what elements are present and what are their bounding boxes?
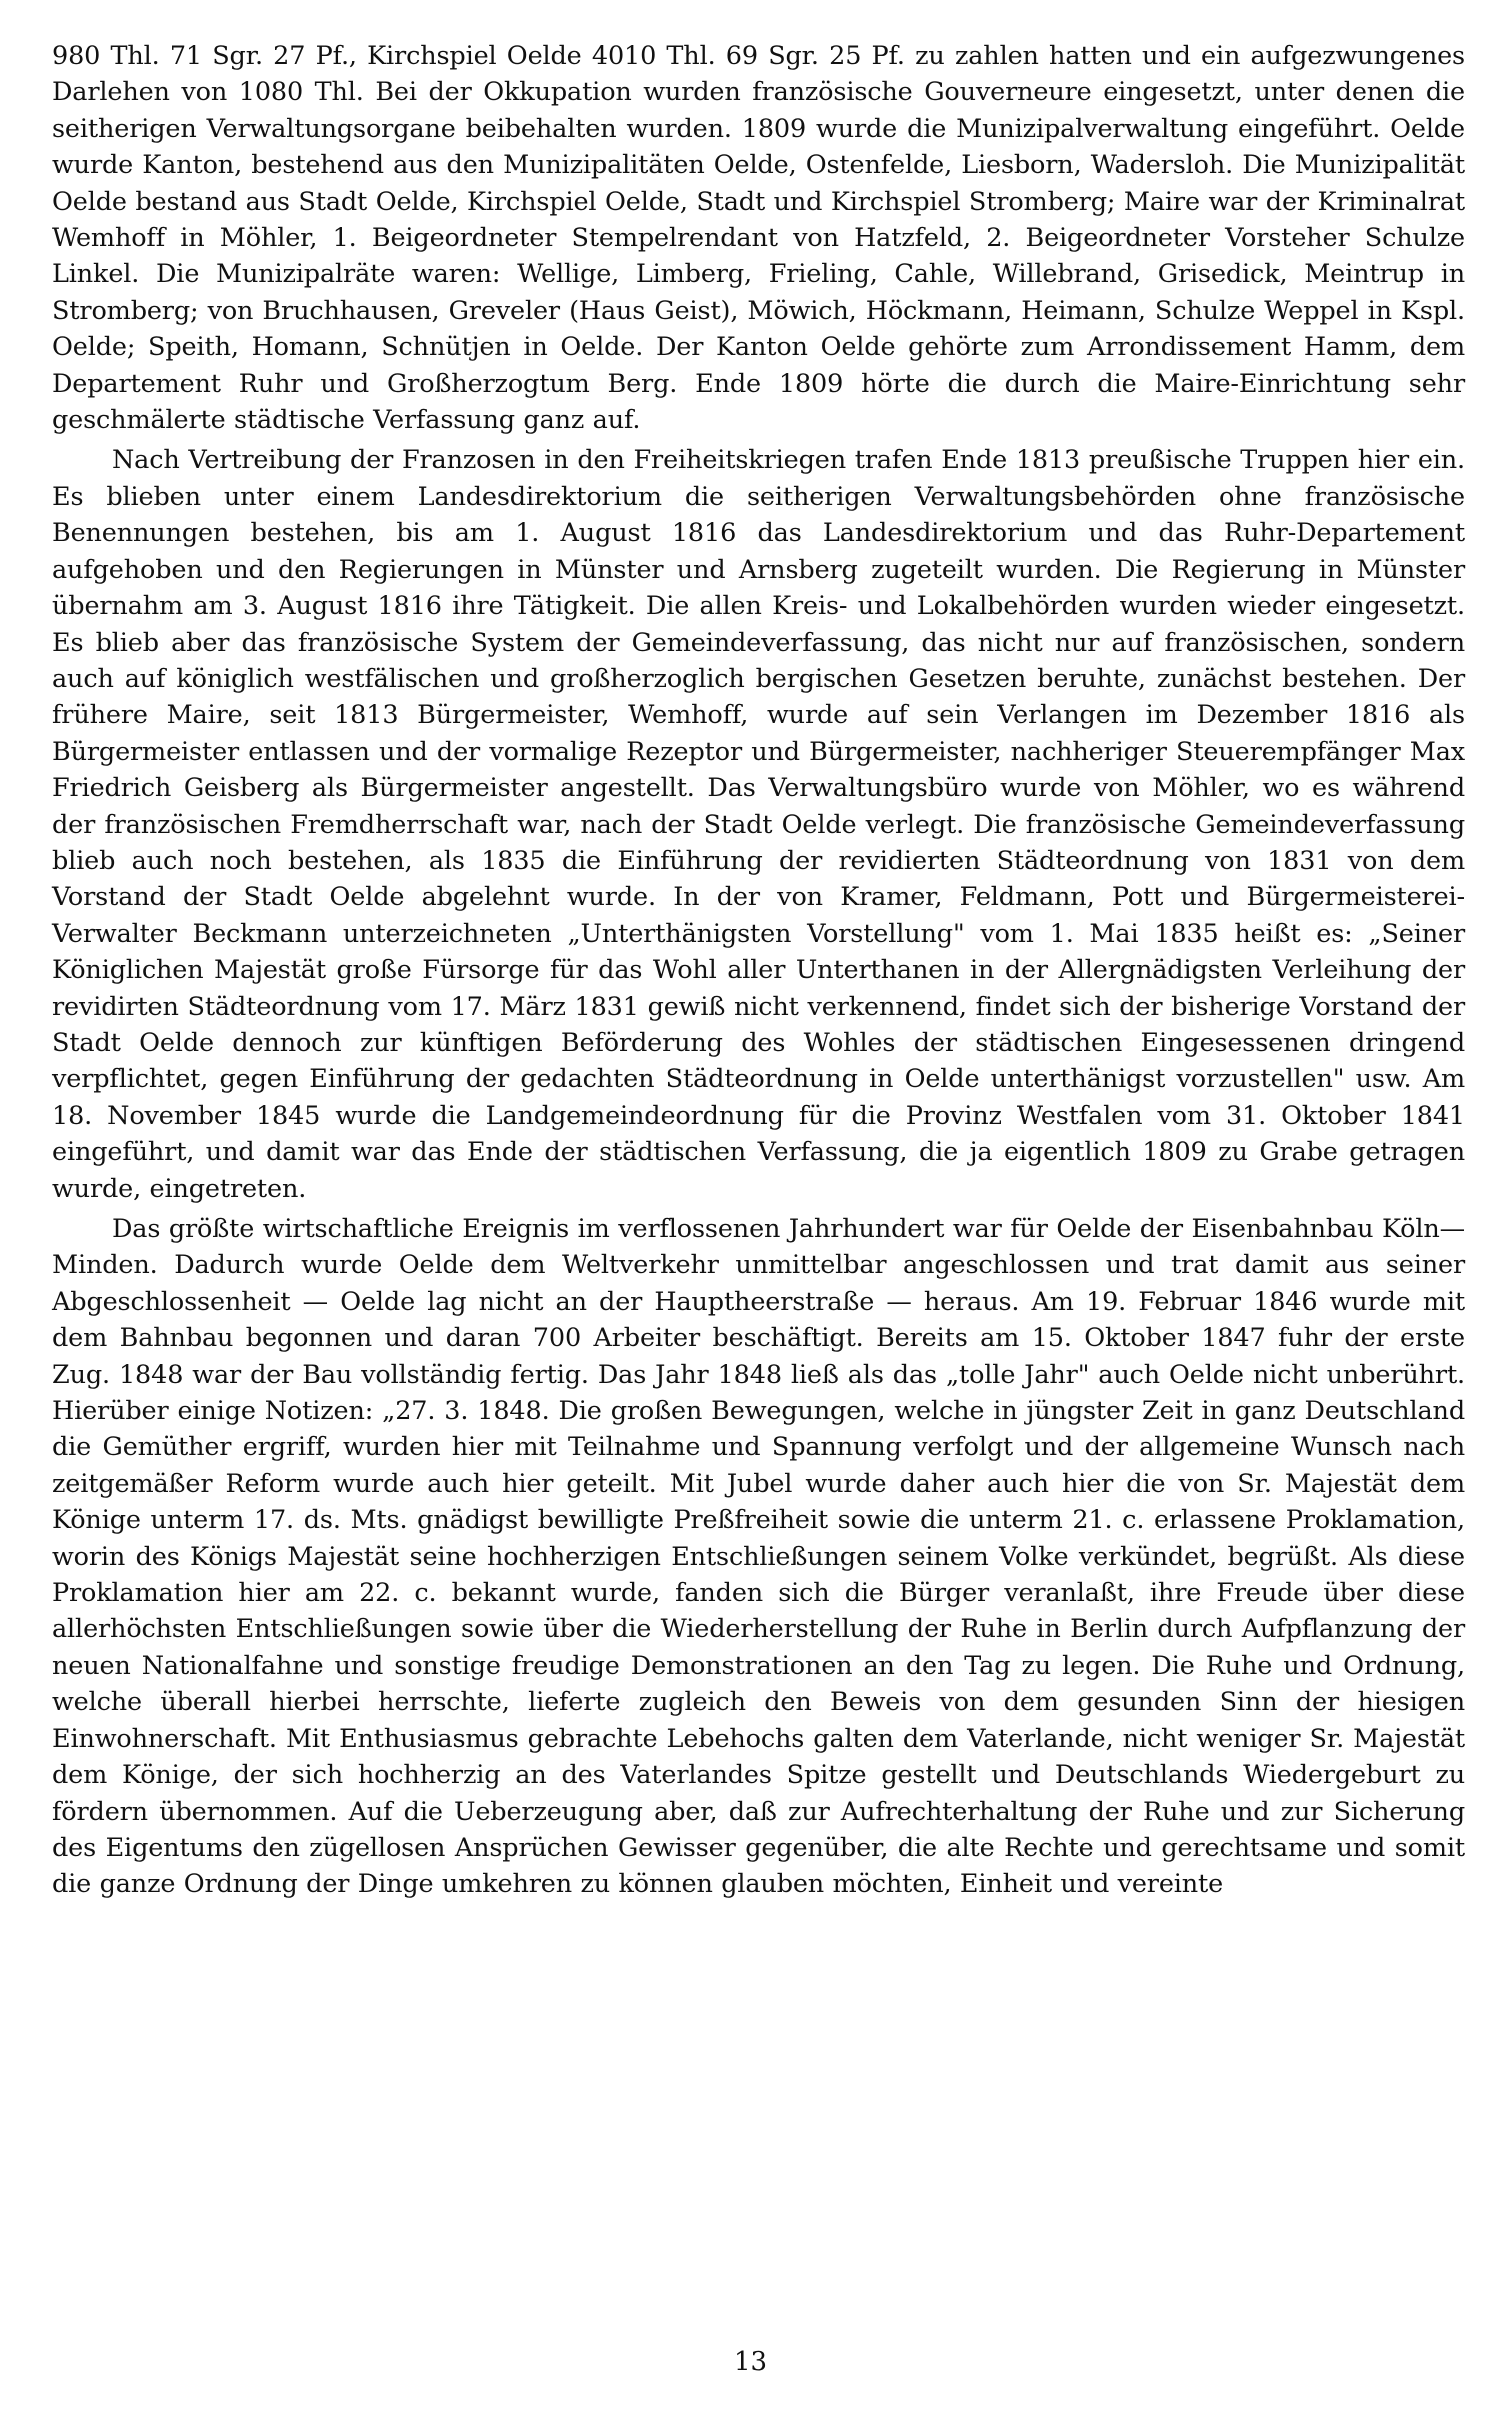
body-text [52,38,1465,1903]
paragraph-3: Das größte wirtschaftliche Ereignis im verflossenen Jahrhundert war für Oelde der Eisenbahnbau Köln—Minden. Dadurch wurde Oelde dem Weltverkehr unmittelbar angeschlossen und trat damit aus seiner Abgeschlossenheit — Oelde lag nicht an der Hauptheerstraße — heraus. Am 19. Februar 1846 wurde mit dem Bahnbau begonnen und daran 700 Arbeiter beschäftigt. Bereits am 15. Oktober 1847 fuhr der erste Zug. 1848 war der Bau vollständig fertig. Das Jahr 1848 ließ als das „tolle Jahr" auch Oelde nicht unberührt. Hierüber einige Notizen: „27. 3. 1848. Die großen Bewegungen, welche in jüngster Zeit in ganz Deutschland die Gemüther ergriff, wurden hier mit Teilnahme und Spannung verfolgt und der allgemeine Wunsch nach zeitgemäßer Reform wurde auch hier geteilt. Mit Jubel wurde daher auch hier die von Sr. Majestät dem Könige unterm 17. ds. Mts. gnädigst bewilligte Preßfreiheit sowie die unterm 21. c. erlassene Proklamation, worin des Königs Majestät seine hochherzigen Entschließungen seinem Volke verkündet, begrüßt. Als diese Proklamation hier am 22. c. bekannt wurde, fanden sich die Bürger veranlaßt, ihre Freude über diese allerhöchsten Entschließungen sowie über die Wiederherstellung der Ruhe in Berlin durch Aufpflanzung der neuen Nationalfahne und sonstige freudige Demonstrationen an den Tag zu legen. Die Ruhe und Ordnung, welche überall hierbei herrschte, lieferte zugleich den Beweis von dem gesunden Sinn der hiesigen Einwohnerschaft. Mit Enthusiasmus gebrachte Lebehochs galten dem Vaterlande, nicht weniger Sr. Majestät dem Könige, der sich hochherzig an des Vaterlandes Spitze gestellt und Deutschlands Wiedergeburt zu fördern übernommen. Auf die Ueberzeugung aber, daß zur Aufrechterhaltung der Ruhe und zur Sicherung des Eigentums den zügellosen Ansprüchen Gewisser gegenüber, die alte Rechte und gerechtsame und somit die ganze Ordnung der Dinge umkehren zu können glauben möchten, Einheit und vereinte [52,1214,1465,1900]
page-number: 13 [733,2347,768,2377]
paragraph-2: Nach Vertreibung der Franzosen in den Freiheitskriegen trafen Ende 1813 preußische Truppen hier ein. Es blieben unter einem Landesdirektorium die seitherigen Verwaltungsbehörden ohne französische Benennungen bestehen, bis am 1. August 1816 das Landesdirektorium und das Ruhr-Departement aufgehoben und den Regierungen in Münster und Arnsberg zugeteilt wurden. Die Regierung in Münster übernahm am 3. August 1816 ihre Tätigkeit. Die allen Kreis- und Lokalbehörden wurden wieder eingesetzt. Es blieb aber das französische System der Gemeindeverfassung, das nicht nur auf französischen, sondern auch auf königlich westfälischen und großherzoglich bergischen Gesetzen beruhte, zunächst bestehen. Der frühere Maire, seit 1813 Bürgermeister, Wemhoff, wurde auf sein Verlangen im Dezember 1816 als Bürgermeister entlassen und der vormalige Rezeptor und Bürgermeister, nachheriger Steuerempfänger Max Friedrich Geisberg als Bürgermeister angestellt. Das Verwaltungsbüro wurde von Möhler, wo es während der französischen Fremdherrschaft war, nach der Stadt Oelde verlegt. Die französische Gemeindeverfassung blieb auch noch bestehen, als 1835 die Einführung der revidierten Städteordnung von 1831 von dem Vorstand der Stadt Oelde abgelehnt wurde. In der von Kramer, Feldmann, Pott und Bürgermeisterei-Verwalter Beckmann unterzeichneten „Unterthänigsten Vorstellung" vom 1. Mai 1835 heißt es: „Seiner Königlichen Majestät große Fürsorge für das Wohl aller Unterthanen in der Allergnädigsten Verleihung der revidirten Städteordnung vom 17. März 1831 gewiß nicht verkennend, findet sich der bisherige Vorstand der Stadt Oelde dennoch zur künftigen Beförderung des Wohles der städtischen Eingesessenen dringend verpflichtet, gegen Einführung der gedachten Städteordnung in Oelde unterthänigst vorzustellen" usw. Am 18. November 1845 wurde die Landgemeindeordnung für die Provinz Westfalen vom 31. Oktober 1841 eingeführt, und damit war das Ende der städtischen Verfassung, die ja eigentlich 1809 zu Grabe getragen wurde, eingetreten. [52,445,1465,1204]
paragraph-1: 980 Thl. 71 Sgr. 27 Pf., Kirchspiel Oelde 4010 Thl. 69 Sgr. 25 Pf. zu zahlen hatten und ein aufgezwungenes Darlehen von 1080 Thl. Bei der Okkupation wurden französische Gouverneure eingesetzt, unter denen die seitherigen Verwaltungsorgane beibehalten wurden. 1809 wurde die Munizipalverwaltung eingeführt. Oelde wurde Kanton, bestehend aus den Munizipalitäten Oelde, Ostenfelde, Liesborn, Wadersloh. Die Munizipalität Oelde bestand aus Stadt Oelde, Kirchspiel Oelde, Stadt und Kirchspiel Stromberg; Maire war der Kriminalrat Wemhoff in Möhler, 1. Beigeordneter Stempelrendant von Hatzfeld, 2. Beigeordneter Vorsteher Schulze Linkel. Die Munizipalräte waren: Wellige, Limberg, Frieling, Cahle, Willebrand, Grisedick, Meintrup in Stromberg; von Bruchhausen, Greveler (Haus Geist), Möwich, Höckmann, Heimann, Schulze Weppel in Kspl. Oelde; Speith, Homann, Schnütjen in Oelde. Der Kanton Oelde gehörte zum Arrondissement Hamm, dem Departement Ruhr und Großherzogtum Berg. Ende 1809 hörte die durch die Maire-Einrichtung sehr geschmälerte städtische Verfassung ganz auf. [52,41,1465,436]
